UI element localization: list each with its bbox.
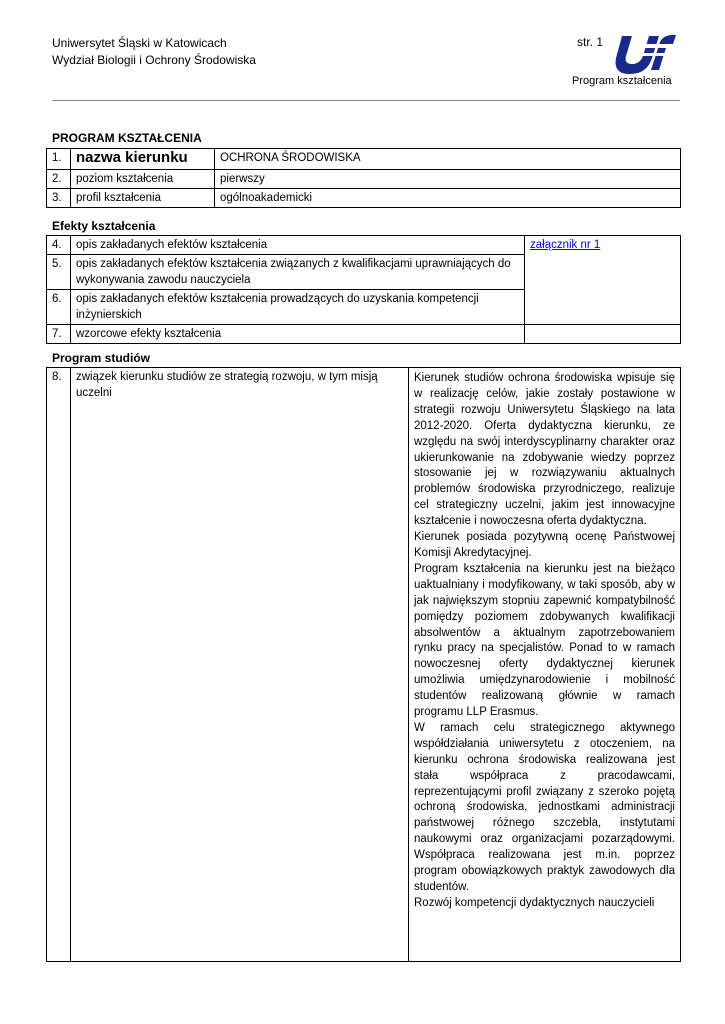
row-label: wzorcowe efekty kształcenia <box>71 325 525 344</box>
row-value: ogólnoakademicki <box>215 189 681 208</box>
program-table <box>46 148 681 208</box>
table-row <box>47 189 681 208</box>
row-number: 1. <box>47 149 71 170</box>
row-label: nazwa kierunku <box>71 149 215 170</box>
row-number: 5. <box>47 255 71 290</box>
row-number: 8. <box>47 368 71 962</box>
row-label: opis zakładanych efektów kształcenia związanych z kwalifikacjami uprawniających do wykonywania zawodu nauczyciela <box>71 255 525 290</box>
table-row <box>47 236 681 255</box>
row-label: opis zakładanych efektów kształcenia <box>71 236 525 255</box>
university-name: Uniwersytet Śląski w Katowicach <box>52 36 227 50</box>
row-number: 7. <box>47 325 71 344</box>
header-divider <box>52 100 680 101</box>
empty-cell <box>525 325 681 344</box>
table-row <box>47 170 681 189</box>
section-title-studia: Program studiów <box>52 351 151 365</box>
row-label: opis zakładanych efektów kształcenia prowadzących do uzyskania kompetencji inżynierskich <box>71 290 525 325</box>
paragraph: Rozwój kompetencji dydaktycznych nauczycieli <box>414 896 655 909</box>
table-row <box>47 368 681 962</box>
row-label: poziom kształcenia <box>71 170 215 189</box>
paragraph: Program kształcenia na kierunku jest na bieżąco uaktualniany i modyfikowany, w taki sposób, aby w jak największym stopniu zapewnić kompatybilność pomiędzy poziomem zdobywanych kwalifikacji absolwentów a aktualnym zapotrzebowaniem rynku pracy na specjalistów. Ponad to w ramach nowoczesnej oferty dydaktycznej kierunek umożliwia umiędzynarodowienie i mobilność studentów realizowaną głównie w ramach programu LLP Erasmus. <box>414 562 675 719</box>
table-row <box>47 325 681 344</box>
studia-table <box>46 367 681 962</box>
faculty-name: Wydział Biologii i Ochrony Środowiska <box>52 53 256 67</box>
row-number: 3. <box>47 189 71 208</box>
page-number: str. 1 <box>577 35 604 49</box>
paragraph: Kierunek posiada pozytywną ocenę Państwowej Komisji Akredytacyjnej. <box>414 531 675 559</box>
efekty-table <box>46 235 681 344</box>
row-number: 2. <box>47 170 71 189</box>
university-logo-icon <box>612 32 678 76</box>
strategy-description <box>409 368 681 962</box>
attachment-link[interactable]: załącznik nr 1 <box>530 239 601 251</box>
row-value: pierwszy <box>215 170 681 189</box>
section-title-program: PROGRAM KSZTAŁCENIA <box>52 131 202 145</box>
page-header-left <box>52 35 256 69</box>
attachment-cell <box>525 236 681 325</box>
row-label: związek kierunku studiów ze strategią rozwoju, w tym misją uczelni <box>71 368 409 962</box>
row-value: OCHRONA ŚRODOWISKA <box>215 149 681 170</box>
row-label: profil kształcenia <box>71 189 215 208</box>
section-title-efekty: Efekty kształcenia <box>52 219 156 233</box>
table-row <box>47 149 681 170</box>
row-number: 4. <box>47 236 71 255</box>
paragraph: Kierunek studiów ochrona środowiska wpisuje się w realizację celów, jakie zostały postawione w strategii rozwoju Uniwersytetu Śląskiego na lata 2012-2020. Oferta dydaktyczna kierunku, ze względu na swój interdyscyplinarny charakter oraz ukierunkowanie na zdobywanie wiedzy poprzez stosowanie jej w rozwiązywaniu aktualnych problemów środowiska przyrodniczego, realizuje cel strategiczny uczelni, jakim jest innowacyjne kształcenie i nowoczesna oferta dydaktyczna. <box>414 372 675 528</box>
program-label: Program kształcenia <box>572 75 672 87</box>
paragraph: W ramach celu strategicznego aktywnego współdziałania uniwersytetu z otoczeniem, na kierunku ochrona środowiska realizowana jest stała współpraca z pracodawcami, reprezentującymi profil związany z szeroko pojętą ochroną środowiska, jednostkami administracji państwowej różnego szczebla, instytutami naukowymi oraz organizacjami pozarządowymi. Współpraca realizowana jest m.in. poprzez program obowiązkowych praktyk zawodowych dla studentów. <box>414 721 675 893</box>
row-number: 6. <box>47 290 71 325</box>
